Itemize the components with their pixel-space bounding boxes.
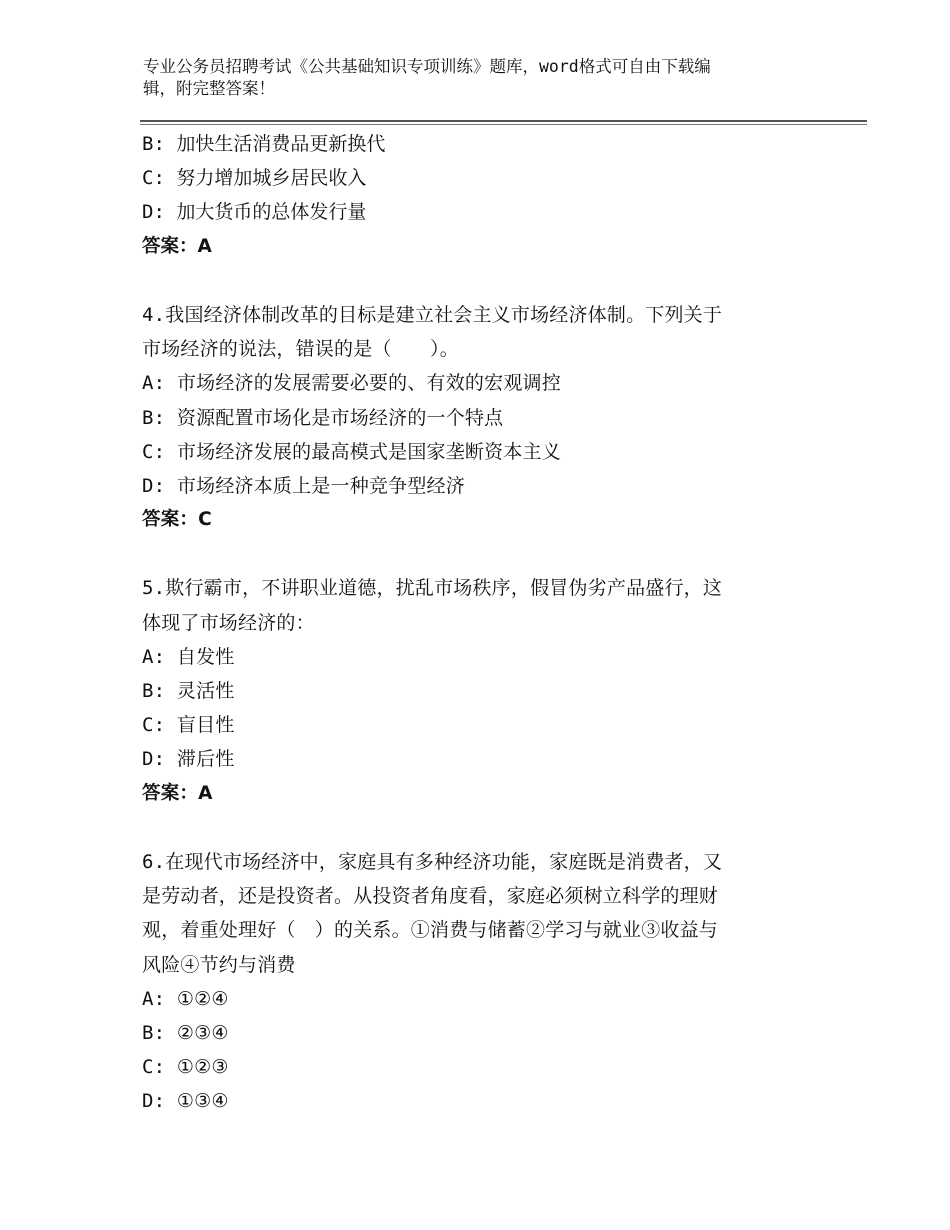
question-text: 5.欺行霸市，不讲职业道德，扰乱市场秩序，假冒伪劣产品盛行，这 — [142, 577, 723, 600]
question-4 — [142, 298, 802, 537]
option-d: D: 加大货币的总体发行量 — [142, 201, 367, 224]
question-text: 观，着重处理好（ ）的关系。①消费与储蓄②学习与就业③收益与 — [142, 919, 719, 942]
document-header — [143, 56, 793, 100]
question-list — [142, 127, 802, 1118]
header-line: 辑，附完整答案！ — [143, 79, 275, 98]
spacer — [142, 537, 802, 571]
question-text: 是劳动者，还是投资者。从投资者角度看，家庭必须树立科学的理财 — [142, 885, 719, 908]
option-c: C: 盲目性 — [142, 714, 235, 737]
answer-label: 答案：A — [142, 235, 212, 257]
option-c: C: ①②③ — [142, 1056, 229, 1079]
question-6 — [142, 845, 802, 1119]
option-b: B: ②③④ — [142, 1021, 229, 1044]
option-c: C: 市场经济发展的最高模式是国家垄断资本主义 — [142, 440, 561, 463]
answer-label: 答案：A — [142, 782, 213, 804]
spacer — [142, 264, 802, 298]
question-3-continued — [142, 127, 802, 264]
question-text: 风险④节约与消费 — [142, 953, 296, 976]
header-divider-thin — [140, 124, 867, 125]
question-text: 体现了市场经济的： — [142, 611, 315, 634]
option-d: D: ①③④ — [142, 1090, 229, 1113]
question-text: 6.在现代市场经济中，家庭具有多种经济功能，家庭既是消费者，又 — [142, 850, 723, 873]
option-d: D: 滞后性 — [142, 748, 235, 771]
question-5 — [142, 571, 802, 810]
answer-label: 答案：C — [142, 509, 212, 531]
option-a: A: 市场经济的发展需要必要的、有效的宏观调控 — [142, 372, 561, 395]
option-a: A: 自发性 — [142, 645, 235, 668]
option-b: B: 资源配置市场化是市场经济的一个特点 — [142, 406, 504, 429]
question-text: 4.我国经济体制改革的目标是建立社会主义市场经济体制。下列关于 — [142, 303, 723, 326]
header-divider — [140, 120, 867, 122]
option-a: A: ①②④ — [142, 987, 229, 1010]
spacer — [142, 811, 802, 845]
question-text: 市场经济的说法，错误的是（ ）。 — [142, 338, 459, 361]
option-b: B: 灵活性 — [142, 680, 235, 702]
option-d: D: 市场经济本质上是一种竞争型经济 — [142, 474, 465, 497]
option-b: B: 加快生活消费品更新换代 — [142, 133, 386, 155]
header-line: 专业公务员招聘考试《公共基础知识专项训练》题库，word格式可自由下载编 — [143, 57, 711, 76]
option-c: C: 努力增加城乡居民收入 — [142, 167, 367, 190]
